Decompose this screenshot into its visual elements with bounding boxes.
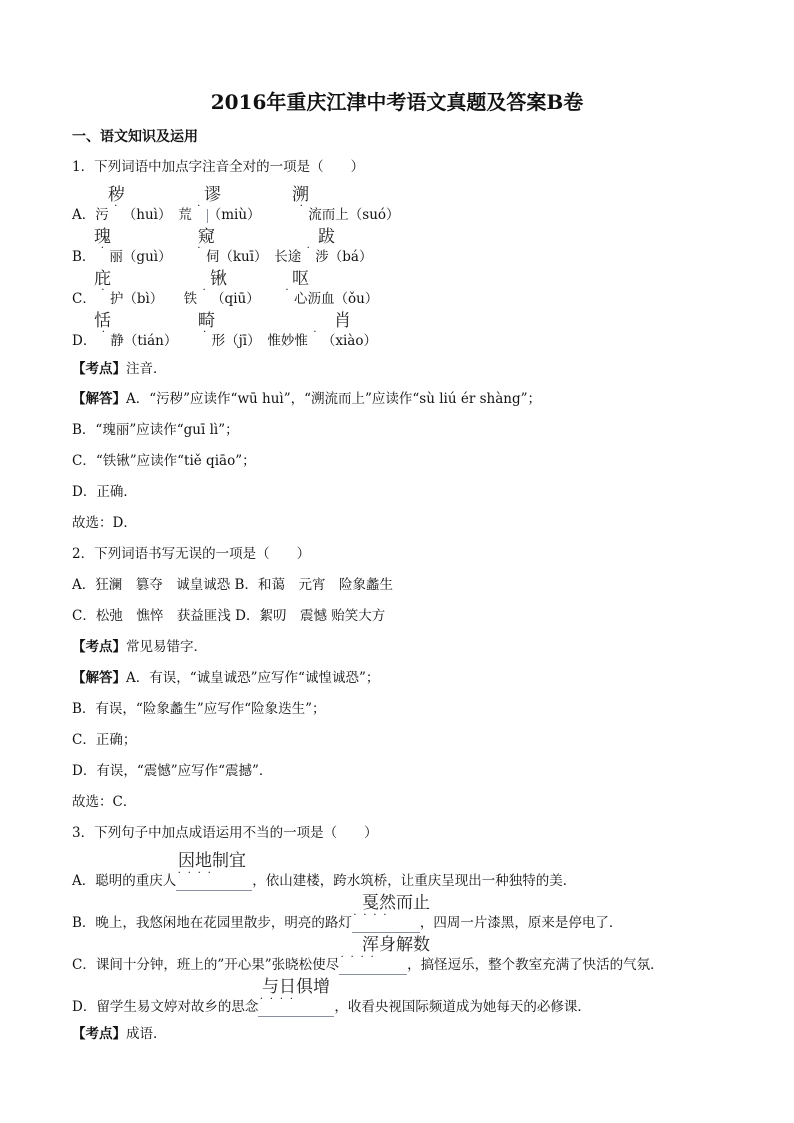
q1-d-ruby-2: 畸 (198, 311, 215, 331)
emphasis-dot-icon: ˙ (311, 329, 318, 343)
q1-stem: 1．下列词语中加点字注音全对的一项是（ ） (72, 159, 365, 175)
q1-option-a (72, 203, 400, 223)
emphasis-dot-icon: ˙ (201, 329, 208, 343)
emphasis-dot-icon: ˙ (305, 245, 312, 259)
q1-answer-c: C．“铁锹”应读作“tiě qiāo”； (72, 453, 256, 469)
q1-c-ruby-3: 呕 (292, 269, 309, 289)
q3-b-post: ，四周一片漆黑，原来是停电了． (419, 915, 623, 931)
jieda-text: A．有误，“诚皇诚恐”应写作“诚惶诚恐”； (126, 670, 380, 686)
q1-b-pinyin-3: 涉（bá） (315, 249, 373, 265)
q2-stem: 2．下列词语书写无误的一项是（ ） (72, 546, 311, 562)
q3-option-a (72, 869, 576, 889)
q1-b-pinyin-2: 伺（kuī） (205, 249, 261, 265)
jieda-tag: 【解答】 (72, 391, 126, 407)
q1-d-ruby-3: 肖 (334, 311, 351, 331)
kaodian-tag: 【考点】 (72, 639, 126, 655)
q1-d-word-3: 惟妙惟 (267, 333, 308, 349)
q1-b-word-3: 长途 (274, 249, 302, 265)
jieda-text: A．“污秽”应读作“wū huì”，“溯流而上”应读作“sù liú ér shàng”； (126, 391, 541, 407)
q1-c-ruby-1: 庇 (94, 269, 111, 289)
q1-c-label: C． (72, 291, 96, 307)
q1-a-word-2: 荒 (178, 207, 192, 223)
q3-d-ruby: 与日俱增 (262, 977, 330, 997)
q3-option-b (72, 911, 622, 931)
kaodian-text: 注音． (126, 361, 167, 377)
jieda-tag: 【解答】 (72, 670, 126, 686)
q3-a-ruby: 因地制宜 (178, 851, 246, 871)
q1-c-pinyin-3: 心沥血（ǒu） (293, 291, 379, 307)
q1-d-pinyin-3: （xiào） (321, 333, 377, 349)
q1-d-label: D． (72, 333, 97, 349)
q1-b-ruby-2: 窥 (198, 227, 215, 247)
emphasis-dot-icon: ˙ (195, 245, 202, 259)
emphasis-dot-icon: ˙ (99, 287, 106, 301)
q1-c-pinyin-1: 护（bì） (109, 291, 157, 307)
q1-b-label: B． (72, 249, 96, 265)
q1-option-b (72, 245, 372, 265)
kaodian-tag: 【考点】 (72, 1026, 126, 1042)
q1-answer-d: D．正确． (72, 484, 137, 500)
kaodian-text: 成语． (126, 1026, 167, 1042)
q3-b-ruby: 戛然而止 (362, 893, 430, 913)
q1-a-ruby-1: 秽 (108, 185, 125, 205)
blank-underline: ˙˙˙˙ (339, 957, 407, 973)
emphasis-dot-icon: ˙ (201, 287, 208, 301)
kaodian-tag: 【考点】 (72, 361, 126, 377)
q1-kaodian (72, 357, 167, 377)
section-heading: 一、语文知识及运用 (72, 129, 198, 145)
q1-a-label: A．污 (72, 207, 109, 223)
q1-b-ruby-3: 跋 (318, 227, 335, 247)
blank-underline: ˙˙˙˙ (352, 915, 420, 931)
q3-c-pre: C．课间十分钟，班上的”开心果”张晓松使尽 (72, 957, 340, 973)
q3-b-pre: B．晚上，我悠闲地在花园里散步，明亮的路灯 (72, 915, 352, 931)
q1-a-pinyin-1: （huì） (122, 207, 165, 223)
emphasis-dot-icon: ˙ (100, 329, 107, 343)
q1-a-pinyin-3: 流而上（suó） (308, 207, 400, 223)
emphasis-dot-icon: ˙ (195, 203, 202, 217)
q3-option-d (72, 995, 591, 1015)
q2-kaodian (72, 635, 207, 655)
q1-option-d (72, 329, 377, 349)
page-title: 2016年重庆江津中考语文真题及答案B卷 (210, 90, 584, 114)
q3-kaodian (72, 1022, 167, 1042)
q2-answer-d: D．有误，“震憾”应写作“震撼”． (72, 763, 273, 779)
q2-choice: 故选：C． (72, 794, 137, 810)
q1-b-pinyin-1: 丽（guì） (109, 249, 165, 265)
q1-b-ruby-1: 瑰 (94, 227, 111, 247)
emphasis-dot-icon: ˙ (99, 245, 106, 259)
q2-jieda (72, 666, 379, 686)
q3-option-c (72, 953, 664, 973)
q2-answer-b: B．有误，“险象蠡生”应写作“险象迭生”； (72, 701, 326, 717)
q3-c-post: ，搞怪逗乐，整个教室充满了快活的气氛． (407, 957, 664, 973)
q3-d-post: ，收看央视国际频道成为她每天的必修课． (334, 999, 591, 1015)
kaodian-text: 常见易错字． (126, 639, 207, 655)
q1-answer-b: B．“瑰丽”应读作“guī lì”； (72, 422, 239, 438)
q3-stem: 3．下列句子中加点成语运用不当的一项是（ ） (72, 825, 378, 841)
q1-d-pinyin-2: 形（jī） (211, 333, 254, 349)
q3-d-pre: D．留学生易文婷对故乡的思念 (72, 999, 259, 1015)
q2-options-cd: C．松弛 憔悴 获益匪浅 D．絮叨 震憾 贻笑大方 (72, 608, 386, 624)
q1-c-ruby-2: 锹 (210, 269, 227, 289)
q1-d-pinyin-1: 静（tián） (110, 333, 171, 349)
q3-a-post: ，依山建楼，跨水筑桥，让重庆呈现出一种独特的美． (252, 873, 577, 889)
q1-a-ruby-3: 溯 (292, 185, 309, 205)
q1-c-pinyin-2: （qiū） (211, 291, 253, 307)
q1-jieda (72, 387, 541, 407)
emphasis-dot-icon: ˙ (283, 287, 290, 301)
q2-answer-c: C．正确； (72, 732, 137, 748)
blank-underline: ˙˙˙˙ (258, 999, 334, 1015)
q1-option-c (72, 287, 378, 307)
q2-options-ab: A．狂澜 篡夺 诚皇诚恐 B．和蔼 元宵 险象蠡生 (72, 577, 393, 593)
q1-c-word-2: 铁 (183, 291, 198, 307)
q1-d-ruby-1: 恬 (94, 311, 111, 331)
q3-c-ruby: 浑身解数 (362, 935, 430, 955)
q1-a-pinyin-2: （miù） (207, 207, 254, 223)
q3-a-pre: A．聪明的重庆人 (72, 873, 177, 889)
blank-underline: ˙˙˙˙ (176, 873, 252, 889)
emphasis-dot-icon: ˙ (298, 203, 305, 217)
emphasis-dot-icon: ˙ (112, 203, 119, 217)
q1-a-ruby-2: 谬 (204, 185, 221, 205)
q1-choice: 故选：D． (72, 515, 137, 531)
